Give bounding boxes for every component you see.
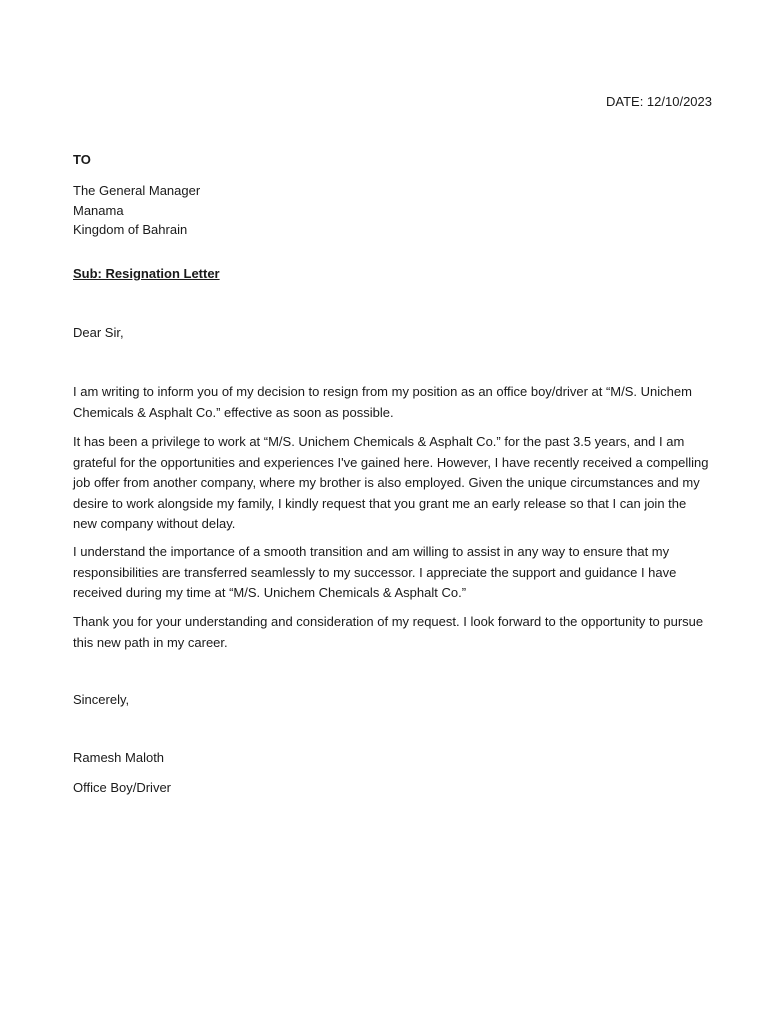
letter-date: DATE: 12/10/2023 xyxy=(606,94,712,109)
closing: Sincerely, xyxy=(73,692,130,707)
body-paragraph-2: It has been a privilege to work at “M/S. Unichem Chemicals & Asphalt Co.” for the past 3.5 years, and I am grateful for the opportunities and experiences I've gained here. However, I have recently received a compelling job offer from another company, where my brother is also employed. Given the unique circumstances and my desire to work alongside my family, I kindly request that you grant me an early release so that I can join the new company without delay. xyxy=(73,434,709,531)
body-paragraph-4: Thank you for your understanding and consideration of my request. I look forward to the opportunity to pursue this new path in my career. xyxy=(73,614,704,650)
signature-name: Ramesh Maloth xyxy=(73,750,165,765)
salutation: Dear Sir, xyxy=(73,325,124,340)
to-label: TO xyxy=(73,152,91,167)
recipient-line-3: Kingdom of Bahrain xyxy=(73,222,188,237)
recipient-line-1: The General Manager xyxy=(73,183,201,198)
body-paragraph-3: I understand the importance of a smooth transition and am willing to assist in any way to ensure that my responsibilities are transferred seamlessly to my successor. I appreciate the support and guidance I have received during my time at “M/S. Unichem Chemicals & Asphalt Co.” xyxy=(73,544,677,600)
signature-title: Office Boy/Driver xyxy=(73,780,172,795)
recipient-line-2: Manama xyxy=(73,202,124,218)
recipient-address xyxy=(73,181,200,240)
subject-line: Sub: Resignation Letter xyxy=(73,266,220,281)
body-paragraph-1: I am writing to inform you of my decision to resign from my position as an office boy/driver at “M/S. Unichem Chemicals & Asphalt Co.” effective as soon as possible. xyxy=(73,384,692,420)
